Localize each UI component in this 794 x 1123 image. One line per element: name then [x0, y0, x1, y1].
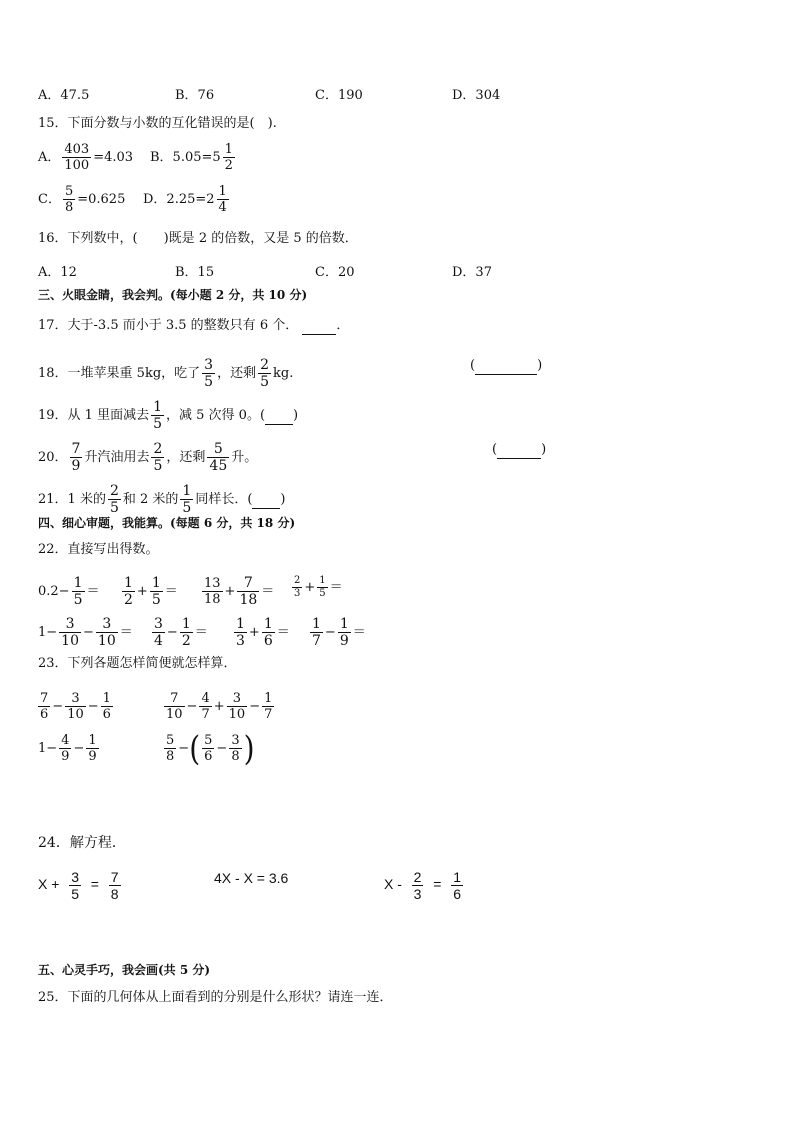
q15-option-d: D．2.25=2 $\frac{1}{4}$ — [143, 184, 227, 215]
q20: 20． $\frac{7}{9}$ 升汽油用去 $\frac{2}{5}$ ，还剩 $\frac{5}{45}$ 升。 — [38, 441, 258, 474]
q16-option-c: C．20 — [315, 265, 355, 280]
q22-expr-1: 0.2− $\frac{1}{5}$ ＝ — [38, 575, 100, 608]
q19: 19．从 1 里面减去 $\frac{1}{5}$ ，减 5 次得 0。( ) — [38, 399, 299, 432]
section-3-heading: 三、火眼金睛，我会判。(每小题 2 分，共 10 分) — [38, 288, 308, 302]
q15-option-b: B．5.05=5 $\frac{1}{2}$ — [150, 142, 233, 173]
q24-equation-2: 4X - X = 3.6 — [214, 870, 289, 886]
q21: 21．1 米的 $\frac{2}{5}$ 和 2 米的 $\frac{1}{5}$ 同样长．( ) — [38, 483, 286, 516]
q14-option-a: A．47.5 — [38, 88, 90, 103]
q17-answer-blank[interactable] — [302, 318, 336, 335]
q19-answer-blank[interactable] — [265, 408, 293, 425]
section-5-heading: 五、心灵手巧，我会画(共 5 分) — [38, 963, 211, 977]
q24-stem: 24．解方程． — [38, 835, 126, 851]
q16-stem: 16．下列数中，( )既是 2 的倍数，又是 5 的倍数． — [38, 231, 358, 246]
q15-option-c: C． $\frac{5}{8}$ =0.625 — [38, 184, 126, 215]
q24-equation-3: X - $\frac{2}{3}$ = $\frac{1}{6}$ — [384, 869, 462, 902]
q16-option-a: A．12 — [38, 265, 77, 280]
q22-expr-3: $\frac{13}{18}$ + $\frac{7}{18}$ ＝ — [204, 575, 275, 608]
q18: 18．一堆苹果重 5kg，吃了 $\frac{3}{5}$ ，还剩 $\frac{2}{5}$ kg. — [38, 357, 294, 390]
q20-answer-blank[interactable] — [497, 442, 541, 459]
q20-answer: ( ) — [492, 442, 547, 457]
q23-expr-1: $\frac{7}{6}$ − $\frac{3}{10}$ − $\frac{1}{6}$ — [40, 691, 111, 722]
q17: 17．大于-3.5 而小于 3.5 的整数只有 6 个． ． — [38, 318, 350, 333]
q16-option-d: D．37 — [452, 265, 492, 280]
q22-expr-6: $\frac{3}{4}$ − $\frac{1}{2}$ ＝ — [154, 616, 208, 649]
q23-expr-4: $\frac{5}{8}$ −( $\frac{5}{6}$ − $\frac{3}{8}$ ) — [166, 728, 255, 768]
q22-expr-8: $\frac{1}{7}$ − $\frac{1}{9}$ ＝ — [312, 616, 366, 649]
q22-expr-7: $\frac{1}{3}$ + $\frac{1}{6}$ ＝ — [236, 616, 290, 649]
q24-equation-1: X + $\frac{3}{5}$ = $\frac{7}{8}$ — [38, 869, 119, 902]
q22-expr-2: $\frac{1}{2}$ + $\frac{1}{5}$ ＝ — [124, 575, 178, 608]
q18-answer: ( ) — [470, 358, 543, 373]
q14-option-b: B．76 — [175, 88, 215, 103]
q25-stem: 25．下面的几何体从上面看到的分别是什么形状？请连一连． — [38, 990, 393, 1005]
q21-answer-blank[interactable] — [252, 492, 280, 509]
q23-expr-2: $\frac{7}{10}$ − $\frac{4}{7}$ + $\frac{3}{10}$ − $\frac{1}{7}$ — [166, 691, 273, 722]
q22-stem: 22．直接写出得数。 — [38, 542, 159, 557]
q14-option-c: C．190 — [315, 88, 363, 103]
q16-option-b: B．15 — [175, 265, 215, 280]
q23-expr-3: 1− $\frac{4}{9}$ − $\frac{1}{9}$ — [38, 733, 97, 764]
q18-answer-blank[interactable] — [475, 358, 537, 375]
q14-option-d: D．304 — [452, 88, 501, 103]
q15-stem: 15．下面分数与小数的互化错误的是( ). — [38, 116, 277, 131]
q22-expr-4: $\frac{2}{3}$ + $\frac{1}{5}$ ＝ — [294, 575, 343, 599]
q15-option-a: A． $\frac{403}{100}$ =4.03 — [38, 142, 134, 173]
section-4-heading: 四、细心审题，我能算。(每题 6 分，共 18 分) — [38, 516, 296, 530]
q22-expr-5: 1− $\frac{3}{10}$ − $\frac{3}{10}$ ＝ — [38, 616, 133, 649]
q23-stem: 23．下列各题怎样简便就怎样算． — [38, 656, 237, 671]
